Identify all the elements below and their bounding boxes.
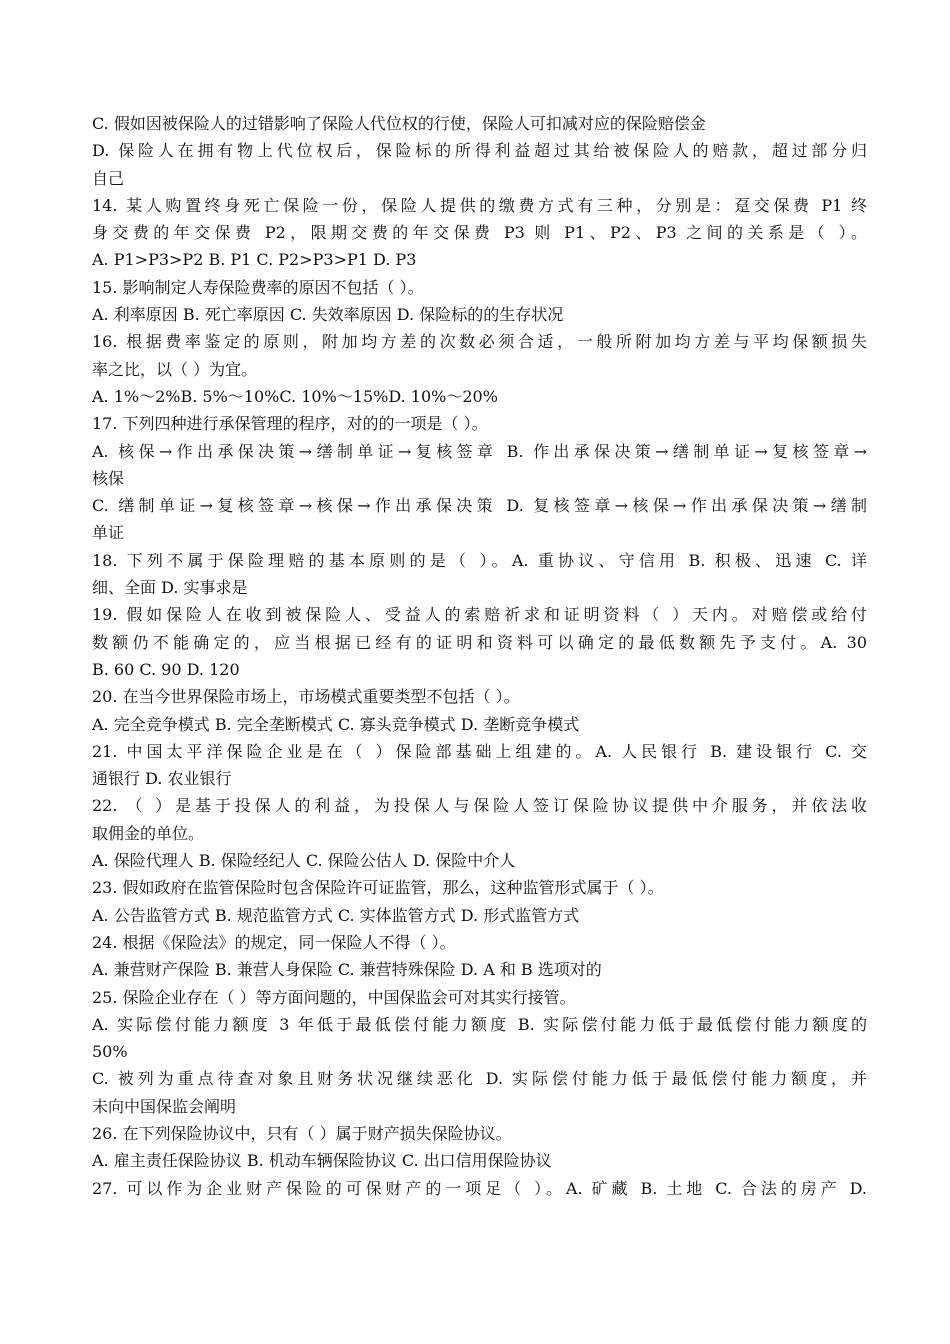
text-line: 50% xyxy=(92,1042,128,1062)
options-line: A. 1%～2%B. 5%～10%C. 10%～15%D. 10%～20% xyxy=(92,386,498,406)
question-14: 14. 某人购置终身死亡保险一份，保险人提供的缴费方式有三种，分别是：趸交保费 P1 终 xyxy=(92,195,867,215)
text-line: D. 保险人在拥有物上代位权后，保险标的所得利益超过其给被保险人的赔款，超过部分归 xyxy=(92,141,867,161)
question-18: 18. 下列不属于保险理赔的基本原则的是（ ）。A. 重协议、守信用 B. 积极、迅速 C. 详 xyxy=(92,550,867,570)
text-line: 细、全面 D. 实事求是 xyxy=(92,578,248,598)
question-25: 25. 保险企业存在（ ）等方面问题的，中国保监会可对其实行接管。 xyxy=(92,987,576,1007)
question-20: 20. 在当今世界保险市场上，市场模式重要类型不包括（ ）。 xyxy=(92,687,520,707)
question-26: 26. 在下列保险协议中，只有（ ）属于财产损失保险协议。 xyxy=(92,1123,512,1143)
options-line: A. 公告监管方式 B. 规范监管方式 C. 实体监管方式 D. 形式监管方式 xyxy=(92,905,580,925)
options-line: A. P1>P3>P2 B. P1 C. P2>P3>P1 D. P3 xyxy=(92,250,417,270)
options-line: C. 缮制单证→复核签章→核保→作出承保决策 D. 复核签章→核保→作出承保决策→缮制 xyxy=(92,496,867,516)
question-24: 24. 根据《保险法》的规定，同一保险人不得（ ）。 xyxy=(92,932,456,952)
options-line: A. 兼营财产保险 B. 兼营人身保险 C. 兼营特殊保险 D. A 和 B 选项对的 xyxy=(92,960,602,980)
question-17: 17. 下列四种进行承保管理的程序，对的的一项是（ ）。 xyxy=(92,414,488,434)
text-line: 身交费的年交保费 P2，限期交费的年交保费 P3 则 P1、P2、P3 之间的关系是（ ）。 xyxy=(92,223,867,243)
options-line: A. 利率原因 B. 死亡率原因 C. 失效率原因 D. 保险标的的生存状况 xyxy=(92,305,564,325)
text-line: 率之比，以（ ）为宜。 xyxy=(92,359,258,379)
text-line: 通银行 D. 农业银行 xyxy=(92,769,232,789)
question-15: 15. 影响制定人寿保险费率的原因不包括（ ）。 xyxy=(92,277,424,297)
options-line: A. 保险代理人 B. 保险经纪人 C. 保险公估人 D. 保险中介人 xyxy=(92,851,516,871)
document-body xyxy=(92,110,867,1202)
options-line: C. 被列为重点待查对象且财务状况继续恶化 D. 实际偿付能力低于最低偿付能力额度，并 xyxy=(92,1069,867,1089)
text-line: C. 假如因被保险人的过错影响了保险人代位权的行使，保险人可扣减对应的保险赔偿金 xyxy=(92,114,706,133)
text-line: 未向中国保监会阐明 xyxy=(92,1096,237,1116)
question-22: 22. （ ）是基于投保人的利益，为投保人与保险人签订保险协议提供中介服务，并依法收 xyxy=(92,796,867,816)
options-line: A. 核保→作出承保决策→缮制单证→复核签章 B. 作出承保决策→缮制单证→复核签章→ xyxy=(92,441,867,461)
options-line: A. 完全竞争模式 B. 完全垄断模式 C. 寡头竞争模式 D. 垄断竞争模式 xyxy=(92,714,580,734)
text-line: 核保 xyxy=(92,468,125,488)
options-line: A. 实际偿付能力额度 3 年低于最低偿付能力额度 B. 实际偿付能力低于最低偿付能力额度的 xyxy=(92,1014,867,1034)
question-19: 19. 假如保险人在收到被保险人、受益人的索赔祈求和证明资料（ ）天内。对赔偿或给付 xyxy=(92,605,867,625)
text-line: 单证 xyxy=(92,523,125,543)
question-16: 16. 根据费率鉴定的原则，附加均方差的次数必须合适，一般所附加均方差与平均保额损失 xyxy=(92,332,867,352)
text-line: 取佣金的单位。 xyxy=(92,823,205,843)
options-line: B. 60 C. 90 D. 120 xyxy=(92,659,240,679)
options-line: A. 雇主责任保险协议 B. 机动车辆保险协议 C. 出口信用保险协议 xyxy=(92,1151,552,1171)
text-line: 数额仍不能确定的，应当根据已经有的证明和资料可以确定的最低数额先予支付。A. 30 xyxy=(92,632,867,652)
question-21: 21. 中国太平洋保险企业是在（ ）保险部基础上组建的。A. 人民银行 B. 建设银行 C. 交 xyxy=(92,741,867,761)
question-27: 27. 可以作为企业财产保险的可保财产的一项足（ ）。A. 矿藏 B. 土地 C. 合法的房产 D. xyxy=(92,1178,867,1198)
text-line: 自己 xyxy=(92,168,125,188)
question-23: 23. 假如政府在监管保险时包含保险许可证监管，那么，这种监管形式属于（ ）。 xyxy=(92,878,664,898)
